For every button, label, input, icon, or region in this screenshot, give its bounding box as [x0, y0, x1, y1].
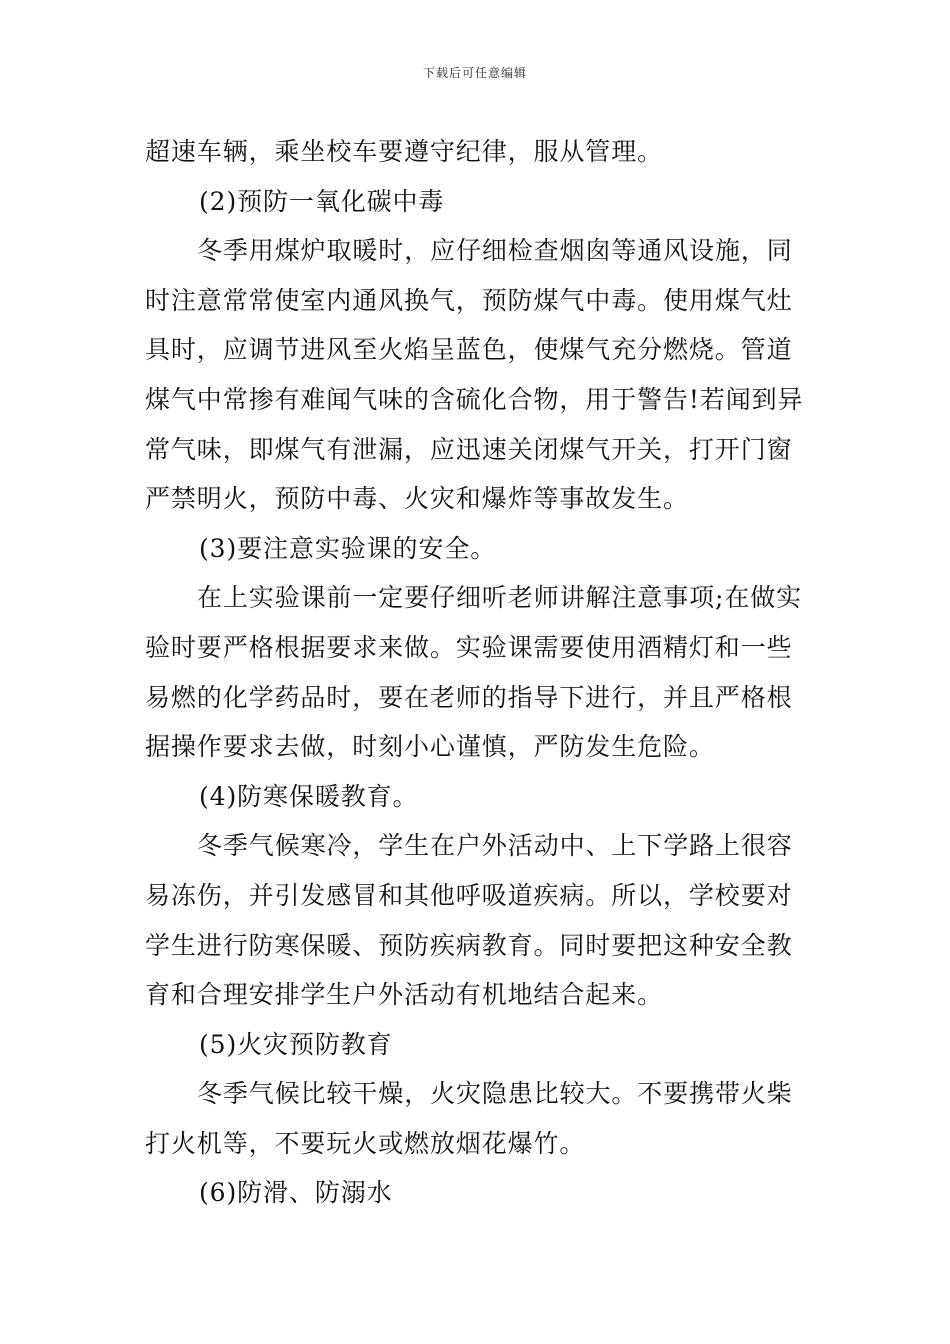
section-heading-3: (3)要注意实验课的安全。: [199, 533, 497, 563]
section-heading-4: (4)防寒保暖教育。: [199, 781, 419, 811]
section-heading-6: (6)防滑、防溺水: [199, 1178, 393, 1208]
paragraph-lab-safety: 在上实验课前一定要仔细听老师讲解注意事项;在做实验时要严格根据要求来做。实验课需要使用酒精灯和一些易燃的化学药品时，要在老师的指导下进行，并且严格根据操作要求去做，时刻小心谨慎，严防发生危险。: [145, 583, 803, 762]
section-heading-2: (2)预防一氧化碳中毒: [199, 186, 445, 216]
continuation-text: 超速车辆，乘坐校车要遵守纪律，服从管理。: [145, 137, 664, 166]
paragraph-fire-prevention: 冬季气候比较干燥，火灾隐患比较大。不要携带火柴打火机等，不要玩火或燃放烟花爆竹。: [145, 1079, 793, 1158]
section-heading-5: (5)火灾预防教育: [199, 1029, 393, 1059]
page-header: 下载后可任意编辑: [422, 66, 527, 80]
paragraph-co-poisoning: 冬季用煤炉取暖时，应仔细检查烟囱等通风设施，同时注意常常使室内通风换气，预防煤气中毒。使用煤气灶具时，应调节进风至火焰呈蓝色，使煤气充分燃烧。管道煤气中常掺有难闻气味的含硫化合物，用于警告!若闻到异常气味，即煤气有泄漏，应迅速关闭煤气开关，打开门窗严禁明火，预防中毒、火灾和爆炸等事故发生。: [145, 236, 804, 514]
paragraph-cold-protection: 冬季气候寒冷，学生在户外活动中、上下学路上很容易冻伤，并引发感冒和其他呼吸道疾病。所以，学校要对学生进行防寒保暖、预防疾病教育。同时要把这种安全教育和合理安排学生户外活动有机地结合起来。: [145, 831, 793, 1010]
document-body: [145, 127, 810, 1218]
